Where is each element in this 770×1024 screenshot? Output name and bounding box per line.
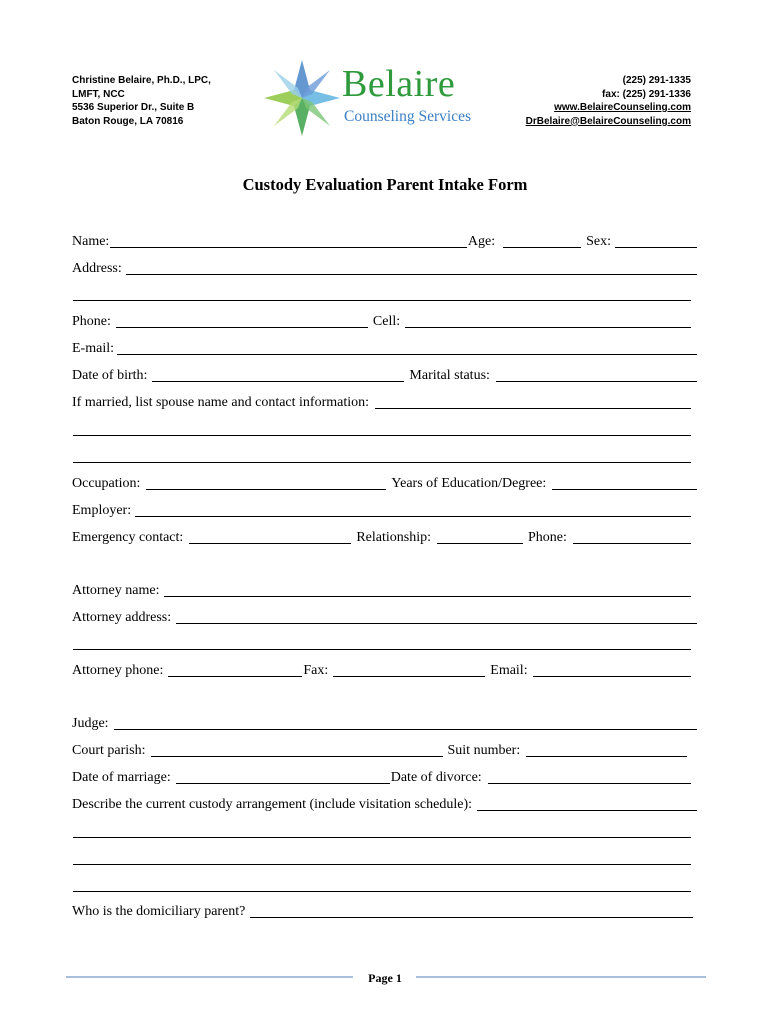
attorney-email-field[interactable] [533, 676, 691, 677]
email-link[interactable]: DrBelaire@BelaireCounseling.com [525, 115, 691, 127]
page-number: Page 1 [368, 971, 402, 985]
employer-label: Employer: [72, 503, 132, 518]
employer-row [72, 499, 692, 519]
emergency-phone-label: Phone: [527, 530, 567, 545]
email-field[interactable] [117, 354, 697, 355]
age-field[interactable] [503, 247, 581, 248]
address-row [72, 257, 698, 277]
star-logo-icon [262, 58, 342, 138]
attorney-address-field[interactable] [176, 623, 697, 624]
judge-label: Judge: [72, 716, 109, 731]
dob-label: Date of birth: [72, 368, 148, 383]
custody-line-4 [72, 874, 692, 894]
attorney-name-label: Attorney name: [72, 583, 160, 598]
name-field[interactable] [110, 247, 467, 248]
dob-field[interactable] [152, 381, 404, 382]
spouse-row [72, 391, 692, 411]
sex-field[interactable] [615, 247, 697, 248]
fax-label: Fax: [303, 663, 329, 678]
custody-row [72, 793, 698, 813]
attorney-phone-field[interactable] [168, 676, 302, 677]
suit-number-label: Suit number: [447, 743, 521, 758]
custody-field[interactable] [477, 810, 697, 811]
phone-row [72, 310, 692, 330]
custody-label: Describe the current custody arrangement (include visitation schedule): [72, 797, 473, 812]
city-state-zip: Baton Rouge, LA 70816 [72, 115, 184, 127]
relationship-label: Relationship: [356, 530, 431, 545]
custody-line-2 [72, 820, 692, 840]
court-parish-label: Court parish: [72, 743, 146, 758]
spouse-field[interactable] [375, 408, 691, 409]
attorney-address-line-2 [72, 632, 692, 652]
suit-number-field[interactable] [526, 756, 687, 757]
dob-row [72, 364, 698, 384]
judge-field[interactable] [114, 729, 697, 730]
phone-number: (225) 291-1335 [622, 75, 691, 86]
email-label: E-mail: [72, 341, 114, 356]
practitioner-name: Christine Belaire, Ph.D., LPC, [72, 75, 211, 86]
occupation-row [72, 472, 698, 492]
attorney-address-label: Attorney address: [72, 610, 172, 625]
website-link[interactable]: www.BelaireCounseling.com [554, 102, 691, 113]
fax-field[interactable] [333, 676, 485, 677]
occupation-field[interactable] [146, 489, 386, 490]
cell-field[interactable] [405, 327, 691, 328]
custody-field-4[interactable] [73, 891, 691, 892]
emergency-phone-field[interactable] [573, 543, 691, 544]
domiciliary-row [72, 900, 694, 920]
attorney-address-field-2[interactable] [73, 649, 691, 650]
attorney-name-row [72, 579, 692, 599]
attorney-name-field[interactable] [164, 596, 691, 597]
attorney-phone-row [72, 659, 692, 679]
address-label: Address: [72, 261, 122, 276]
custody-field-3[interactable] [73, 864, 691, 865]
attorney-email-label: Email: [490, 663, 528, 678]
email-row [72, 337, 698, 357]
contact-info [526, 74, 691, 128]
education-label: Years of Education/Degree: [391, 476, 547, 491]
marital-field[interactable] [496, 381, 697, 382]
judge-row [72, 712, 698, 732]
court-row [72, 739, 688, 759]
domiciliary-label: Who is the domiciliary parent? [72, 904, 246, 919]
belaire-logo [262, 58, 482, 138]
age-label: Age: [467, 234, 496, 249]
relationship-field[interactable] [437, 543, 523, 544]
address-line-2 [72, 283, 692, 303]
emergency-field[interactable] [189, 543, 351, 544]
spouse-label: If married, list spouse name and contact information: [72, 395, 370, 410]
date-divorce-field[interactable] [488, 783, 691, 784]
logo-name: Belaire [342, 63, 456, 105]
logo-subtitle: Counseling Services [344, 108, 471, 125]
education-field[interactable] [552, 489, 697, 490]
spouse-field-3[interactable] [73, 462, 691, 463]
footer-rule-right [416, 976, 706, 978]
spouse-line-3 [72, 445, 692, 465]
practitioner-credentials: LMFT, NCC [72, 88, 125, 100]
date-marriage-field[interactable] [176, 783, 390, 784]
phone-label: Phone: [72, 314, 111, 329]
marital-label: Marital status: [409, 368, 490, 383]
address-field-2[interactable] [73, 300, 691, 301]
custody-line-3 [72, 847, 692, 867]
date-divorce-label: Date of divorce: [390, 770, 482, 785]
practitioner-address [72, 74, 211, 128]
court-parish-field[interactable] [151, 756, 443, 757]
sex-label: Sex: [586, 234, 611, 249]
spouse-line-2 [72, 418, 692, 438]
name-label: Name: [72, 234, 110, 249]
attorney-address-row [72, 606, 698, 626]
custody-field-2[interactable] [73, 837, 691, 838]
cell-label: Cell: [372, 314, 401, 329]
emergency-label: Emergency contact: [72, 530, 184, 545]
name-row [72, 230, 698, 250]
employer-field[interactable] [135, 516, 691, 517]
form-title: Custody Evaluation Parent Intake Form [242, 175, 528, 194]
fax-number: fax: (225) 291-1336 [602, 88, 691, 100]
domiciliary-field[interactable] [250, 917, 693, 918]
phone-field[interactable] [116, 327, 368, 328]
street-address: 5536 Superior Dr., Suite B [72, 102, 195, 113]
spouse-field-2[interactable] [73, 435, 691, 436]
occupation-label: Occupation: [72, 476, 141, 491]
emergency-row [72, 526, 692, 546]
attorney-phone-label: Attorney phone: [72, 663, 164, 678]
date-marriage-label: Date of marriage: [72, 770, 171, 785]
address-field[interactable] [126, 274, 697, 275]
marriage-row [72, 766, 692, 786]
